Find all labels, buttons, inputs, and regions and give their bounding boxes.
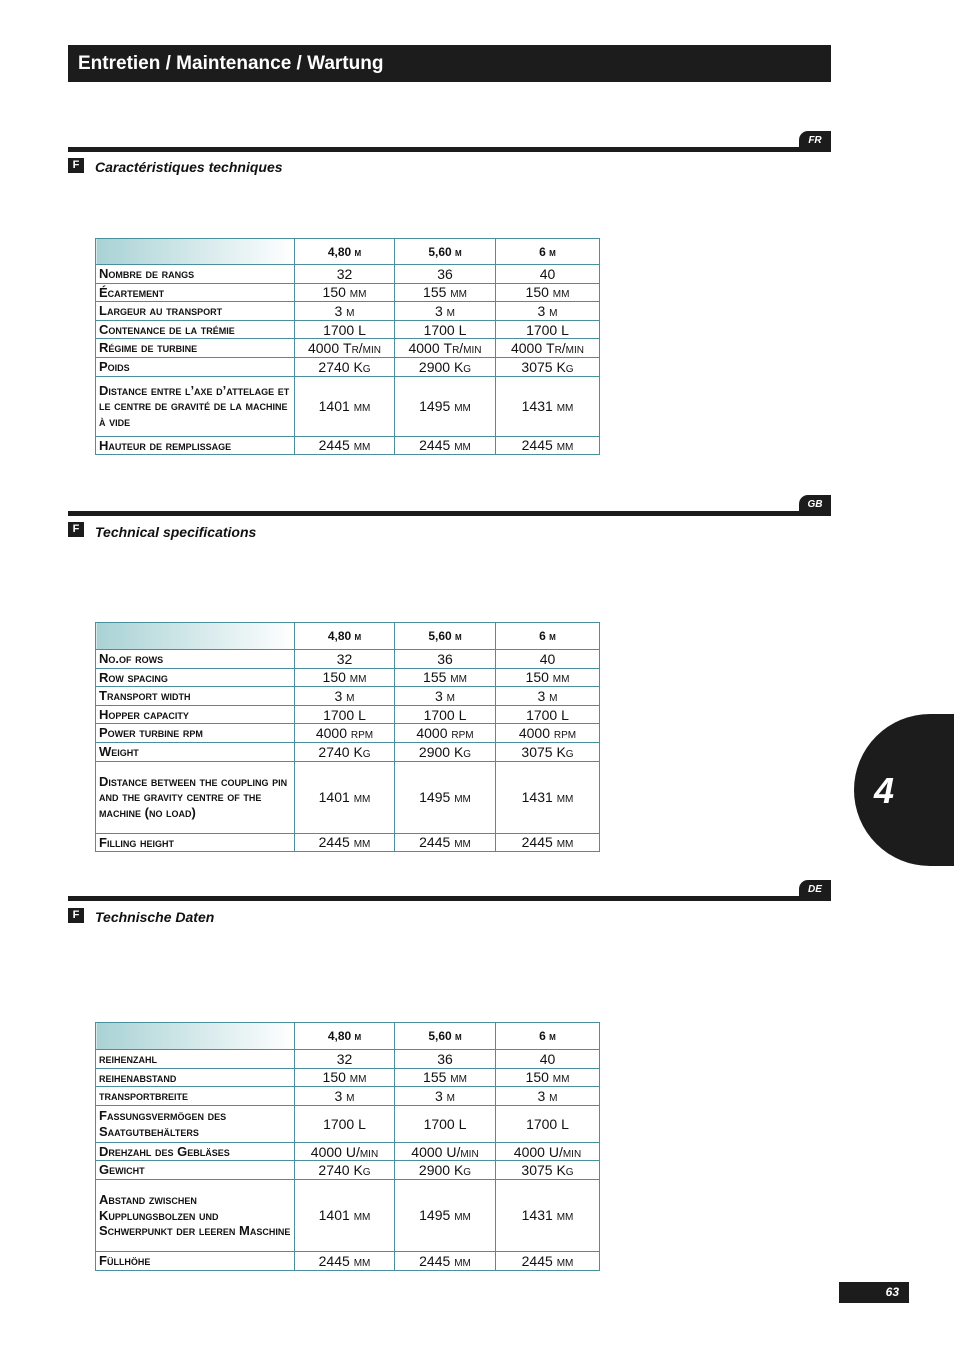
value-unit: mm xyxy=(450,284,467,301)
value-unit: U/min xyxy=(446,1143,479,1160)
col-header: 5,60 m xyxy=(395,239,496,265)
value-cell xyxy=(395,1179,496,1251)
table-row xyxy=(96,1142,600,1161)
value-unit: mm xyxy=(454,398,471,415)
value-number: 1700 L xyxy=(423,321,467,338)
row-label: Poids xyxy=(96,357,295,376)
value-unit: Kg xyxy=(556,1162,574,1179)
value-unit: m xyxy=(346,687,355,704)
value-unit: mm xyxy=(450,1069,467,1086)
value-unit: Kg xyxy=(353,1162,371,1179)
value-unit: Kg xyxy=(353,358,371,375)
value-number: 2445 xyxy=(521,437,553,454)
value-cell xyxy=(295,650,395,669)
col-header: 5,60 m xyxy=(395,623,496,650)
row-label: Écartement xyxy=(96,283,295,302)
value-cell xyxy=(395,724,496,743)
value-cell xyxy=(295,668,395,687)
value-cell xyxy=(295,1105,395,1142)
value-unit: U/min xyxy=(548,1143,582,1160)
value-cell xyxy=(295,1050,395,1069)
table-row xyxy=(96,339,600,358)
value-number: 3075 xyxy=(521,1162,553,1179)
value-unit: Tr/min xyxy=(546,340,585,357)
value-unit: mm xyxy=(349,1069,367,1086)
value-unit: rpm xyxy=(451,725,474,742)
value-cell xyxy=(295,1251,395,1270)
value-number: 150 xyxy=(322,284,346,301)
value-number: 1495 xyxy=(419,398,451,415)
spec-table-fr xyxy=(95,238,600,455)
value-number: 3 xyxy=(537,1087,546,1104)
value-unit: mm xyxy=(556,834,574,851)
value-cell xyxy=(295,1087,395,1106)
lang-tab-de: DE xyxy=(799,880,831,900)
value-cell xyxy=(395,376,496,436)
value-number: 2900 xyxy=(418,1162,451,1179)
value-unit: mm xyxy=(556,398,574,415)
value-unit: mm xyxy=(454,437,471,454)
value-number: 4000 xyxy=(408,340,440,357)
value-unit: mm xyxy=(450,669,467,686)
value-cell xyxy=(395,1161,496,1180)
value-number: 32 xyxy=(336,650,353,667)
value-unit: mm xyxy=(556,1252,574,1269)
col-header: 4,80 m xyxy=(295,623,395,650)
table-row xyxy=(96,302,600,321)
value-unit: mm xyxy=(353,437,371,454)
value-cell xyxy=(395,1251,496,1270)
value-cell xyxy=(496,724,600,743)
row-label: Transport width xyxy=(96,687,295,706)
value-unit: m xyxy=(446,302,456,319)
value-unit: Tr/min xyxy=(443,340,482,357)
value-number: 150 xyxy=(525,669,549,686)
value-cell xyxy=(496,1050,600,1069)
value-number: 1495 xyxy=(419,1207,451,1224)
value-cell xyxy=(395,705,496,724)
value-cell xyxy=(395,283,496,302)
table-row xyxy=(96,1105,600,1142)
value-unit: m xyxy=(346,1087,355,1104)
table-row xyxy=(96,724,600,743)
value-number: 4000 xyxy=(315,725,348,742)
value-number: 2445 xyxy=(419,834,451,851)
value-number: 4000 xyxy=(510,340,543,357)
value-unit: mm xyxy=(556,789,574,806)
value-cell xyxy=(496,1087,600,1106)
value-number: 150 xyxy=(525,1069,549,1086)
col-header: 6 m xyxy=(496,623,600,650)
value-number: 1700 L xyxy=(323,321,366,338)
value-cell xyxy=(496,650,600,669)
value-cell xyxy=(496,1251,600,1270)
value-unit: mm xyxy=(454,1252,471,1269)
value-number: 1401 xyxy=(318,789,350,806)
value-unit: m xyxy=(446,1087,456,1104)
table-row xyxy=(96,761,600,833)
value-number: 155 xyxy=(423,669,447,686)
value-cell xyxy=(395,668,496,687)
table-row xyxy=(96,1050,600,1069)
value-cell xyxy=(295,320,395,339)
value-unit: mm xyxy=(353,1252,371,1269)
table-row xyxy=(96,357,600,376)
value-cell xyxy=(395,1142,496,1161)
value-number: 4000 xyxy=(416,725,448,742)
value-cell xyxy=(395,265,496,284)
value-number: 155 xyxy=(423,1069,447,1086)
value-cell xyxy=(496,339,600,358)
value-number: 155 xyxy=(423,284,447,301)
value-cell xyxy=(496,668,600,687)
value-unit: U/min xyxy=(345,1143,379,1160)
row-label: Distance between the coupling pin and the gravity centre of the machine (no load) xyxy=(96,761,295,833)
value-cell xyxy=(295,742,395,761)
value-number: 3 xyxy=(334,302,343,319)
value-cell xyxy=(295,761,395,833)
value-cell xyxy=(295,283,395,302)
value-unit: m xyxy=(446,687,456,704)
value-unit: Kg xyxy=(353,743,371,760)
value-cell xyxy=(496,742,600,761)
lang-tab-gb: GB xyxy=(799,495,831,515)
value-number: 1700 L xyxy=(423,1115,467,1132)
value-number: 4000 xyxy=(513,1143,545,1160)
row-label: reihenabstand xyxy=(96,1068,295,1087)
row-label: Nombre de rangs xyxy=(96,265,295,284)
table-row xyxy=(96,1251,600,1270)
section-badge-de: F xyxy=(68,908,84,923)
row-label: Abstand zwischen Kupplungsbolzen und Schwerpunkt der leeren Maschine xyxy=(96,1179,295,1251)
value-cell xyxy=(295,1161,395,1180)
table-row xyxy=(96,687,600,706)
row-label: Filling height xyxy=(96,833,295,852)
value-number: 2900 xyxy=(418,743,451,760)
value-cell xyxy=(395,1105,496,1142)
value-unit: m xyxy=(549,302,558,319)
value-number: 1431 xyxy=(521,398,553,415)
value-cell xyxy=(295,436,395,455)
value-number: 1431 xyxy=(521,789,553,806)
section-badge-gb: F xyxy=(68,522,84,537)
value-number: 1401 xyxy=(318,398,350,415)
row-label: Hauteur de remplissage xyxy=(96,436,295,455)
value-unit: mm xyxy=(454,789,471,806)
value-unit: mm xyxy=(556,437,574,454)
value-number: 2740 xyxy=(318,1162,350,1179)
value-number: 2740 xyxy=(318,743,350,760)
value-number: 1700 L xyxy=(323,1115,366,1132)
value-number: 4000 xyxy=(307,340,340,357)
value-cell xyxy=(395,1068,496,1087)
value-cell xyxy=(496,833,600,852)
value-cell xyxy=(395,320,496,339)
table-row xyxy=(96,320,600,339)
table-row xyxy=(96,1087,600,1106)
value-number: 2445 xyxy=(521,1252,553,1269)
value-cell xyxy=(295,1179,395,1251)
value-cell xyxy=(496,265,600,284)
value-number: 1700 L xyxy=(423,706,467,723)
value-cell xyxy=(295,705,395,724)
value-number: 1700 L xyxy=(323,706,366,723)
value-cell xyxy=(295,376,395,436)
col-header: 6 m xyxy=(496,1023,600,1050)
value-number: 36 xyxy=(437,265,453,282)
value-number: 1700 L xyxy=(526,321,569,338)
value-unit: rpm xyxy=(553,725,577,742)
table-row xyxy=(96,668,600,687)
section-rule-fr xyxy=(68,147,831,152)
row-label: Füllhöhe xyxy=(96,1251,295,1270)
row-label: Drehzahl des Gebläses xyxy=(96,1142,295,1161)
value-unit: Kg xyxy=(556,358,574,375)
value-number: 36 xyxy=(437,1050,453,1067)
value-number: 32 xyxy=(336,265,353,282)
col-header: 5,60 m xyxy=(395,1023,496,1050)
value-number: 40 xyxy=(539,650,556,667)
value-cell xyxy=(395,742,496,761)
spec-table-de xyxy=(95,1022,600,1271)
value-number: 3 xyxy=(434,687,443,704)
value-number: 4000 xyxy=(518,725,551,742)
value-cell xyxy=(395,833,496,852)
row-label: Gewicht xyxy=(96,1161,295,1180)
value-cell xyxy=(395,1087,496,1106)
value-unit: mm xyxy=(349,284,367,301)
value-cell xyxy=(295,833,395,852)
lang-tab-fr: FR xyxy=(799,131,831,151)
col-header: 6 m xyxy=(496,239,600,265)
value-number: 4000 xyxy=(310,1143,342,1160)
value-unit: mm xyxy=(353,834,371,851)
value-number: 4000 xyxy=(411,1143,443,1160)
value-cell xyxy=(295,265,395,284)
value-number: 3 xyxy=(537,302,546,319)
value-cell xyxy=(295,339,395,358)
value-unit: m xyxy=(549,687,558,704)
value-cell xyxy=(395,1050,496,1069)
chapter-number: 4 xyxy=(874,770,895,811)
row-label: Fassungsvermögen des Saatgutbehälters xyxy=(96,1105,295,1142)
value-number: 2900 xyxy=(418,358,451,375)
value-unit: mm xyxy=(552,669,570,686)
section-rule-gb xyxy=(68,511,831,516)
page-header: Entretien / Maintenance / Wartung xyxy=(68,45,831,82)
value-number: 2445 xyxy=(419,437,451,454)
row-label: Régime de turbine xyxy=(96,339,295,358)
value-cell xyxy=(395,339,496,358)
value-unit: Kg xyxy=(453,743,472,760)
value-cell xyxy=(496,1068,600,1087)
value-unit: mm xyxy=(353,398,371,415)
spec-table-gb xyxy=(95,622,600,852)
value-unit: mm xyxy=(454,834,471,851)
value-cell xyxy=(395,761,496,833)
section-rule-de xyxy=(68,896,831,901)
value-number: 3075 xyxy=(521,358,553,375)
value-unit: Kg xyxy=(453,358,472,375)
page-number: 63 xyxy=(839,1282,909,1303)
value-number: 150 xyxy=(525,284,549,301)
value-number: 3075 xyxy=(521,743,553,760)
value-cell xyxy=(295,357,395,376)
table-row xyxy=(96,833,600,852)
corner-cell xyxy=(96,1023,295,1050)
value-unit: Kg xyxy=(453,1162,472,1179)
value-cell xyxy=(295,687,395,706)
value-cell xyxy=(395,302,496,321)
value-number: 40 xyxy=(539,265,556,282)
value-number: 2445 xyxy=(521,834,553,851)
value-cell xyxy=(496,687,600,706)
value-number: 3 xyxy=(334,687,343,704)
value-number: 3 xyxy=(434,1087,443,1104)
value-cell xyxy=(395,687,496,706)
value-cell xyxy=(496,1142,600,1161)
value-number: 2445 xyxy=(318,1252,350,1269)
row-label: Power turbine rpm xyxy=(96,724,295,743)
value-unit: mm xyxy=(353,789,371,806)
corner-cell xyxy=(96,239,295,265)
table-row xyxy=(96,1179,600,1251)
value-cell xyxy=(496,320,600,339)
value-unit: m xyxy=(549,1087,558,1104)
value-number: 3 xyxy=(537,687,546,704)
col-header: 4,80 m xyxy=(295,239,395,265)
value-cell xyxy=(295,724,395,743)
value-cell xyxy=(295,1068,395,1087)
table-row xyxy=(96,1068,600,1087)
row-label: Hopper capacity xyxy=(96,705,295,724)
table-row xyxy=(96,265,600,284)
row-label: Largeur au transport xyxy=(96,302,295,321)
value-number: 2445 xyxy=(419,1252,451,1269)
table-row xyxy=(96,283,600,302)
row-label: Distance entre l’axe d’attelage et le centre de gravité de la machine à vide xyxy=(96,376,295,436)
row-label: No.of rows xyxy=(96,650,295,669)
value-unit: mm xyxy=(353,1207,371,1224)
section-badge-fr: F xyxy=(68,158,84,173)
value-cell xyxy=(496,376,600,436)
value-number: 1700 L xyxy=(526,706,569,723)
value-unit: m xyxy=(346,302,355,319)
row-label: Contenance de la trémie xyxy=(96,320,295,339)
value-unit: Tr/min xyxy=(343,340,382,357)
value-number: 1700 L xyxy=(526,1115,569,1132)
row-label: Row spacing xyxy=(96,668,295,687)
value-cell xyxy=(496,436,600,455)
corner-cell xyxy=(96,623,295,650)
value-cell xyxy=(295,1142,395,1161)
value-unit: mm xyxy=(349,669,367,686)
table-row xyxy=(96,1161,600,1180)
value-cell xyxy=(496,705,600,724)
value-cell xyxy=(395,357,496,376)
value-number: 3 xyxy=(434,302,443,319)
value-unit: mm xyxy=(552,284,570,301)
chapter-tab xyxy=(854,714,954,866)
value-number: 1401 xyxy=(318,1207,350,1224)
row-label: reihenzahl xyxy=(96,1050,295,1069)
col-header: 4,80 m xyxy=(295,1023,395,1050)
value-number: 3 xyxy=(334,1087,343,1104)
table-row xyxy=(96,436,600,455)
value-cell xyxy=(295,302,395,321)
value-unit: Kg xyxy=(556,743,574,760)
row-label: transportbreite xyxy=(96,1087,295,1106)
value-number: 150 xyxy=(322,669,346,686)
value-number: 40 xyxy=(539,1050,556,1067)
section-title-gb: Technical specifications xyxy=(95,524,257,540)
section-title-de: Technische Daten xyxy=(95,909,215,925)
section-title-fr: Caractéristiques techniques xyxy=(95,159,283,175)
value-number: 2445 xyxy=(318,437,350,454)
value-number: 2445 xyxy=(318,834,350,851)
value-unit: rpm xyxy=(350,725,374,742)
value-cell xyxy=(496,357,600,376)
value-cell xyxy=(496,761,600,833)
value-cell xyxy=(496,1161,600,1180)
value-number: 2740 xyxy=(318,358,350,375)
table-row xyxy=(96,376,600,436)
value-unit: mm xyxy=(552,1069,570,1086)
value-cell xyxy=(496,1179,600,1251)
value-number: 1495 xyxy=(419,789,451,806)
value-number: 1431 xyxy=(521,1207,553,1224)
value-cell xyxy=(496,302,600,321)
table-row xyxy=(96,742,600,761)
value-number: 150 xyxy=(322,1069,346,1086)
value-cell xyxy=(496,1105,600,1142)
value-number: 32 xyxy=(336,1050,353,1067)
row-label: Weight xyxy=(96,742,295,761)
table-row xyxy=(96,705,600,724)
value-cell xyxy=(395,436,496,455)
table-row xyxy=(96,650,600,669)
value-number: 36 xyxy=(437,650,453,667)
value-cell xyxy=(496,283,600,302)
value-unit: mm xyxy=(454,1207,471,1224)
value-unit: mm xyxy=(556,1207,574,1224)
value-cell xyxy=(395,650,496,669)
